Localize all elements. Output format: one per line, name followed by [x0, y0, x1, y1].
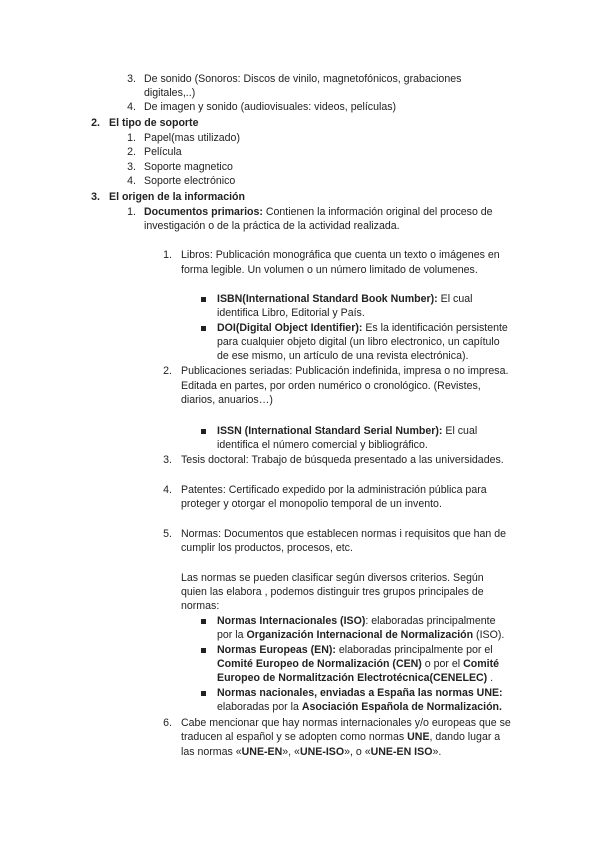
list-text: traducen al español y se adopten como normas UNE, dando lugar a [181, 731, 501, 743]
list-text: Película [144, 146, 182, 158]
list-text: forma legible. Un volumen o un número limitado de volumenes. [181, 264, 478, 276]
list-text: elaboradas por la Asociación Española de Normalización. [217, 701, 502, 713]
paragraph-text: normas: [181, 600, 220, 612]
list-text: Comité Europeo de Normalización (CEN) o por el Comité [217, 658, 499, 670]
bullet-square-icon [201, 648, 206, 653]
list-text: Editada en partes, por orden numérico o cronológico. (Revistes, [181, 380, 481, 392]
list-text: proteger y otorgar el monopolio temporal de un invento. [181, 498, 442, 510]
list-text: las normas «UNE-EN», «UNE-ISO», o «UNE-EN ISO». [181, 746, 442, 758]
list-number: 1. [163, 249, 172, 261]
paragraph-text: quien las elabora , podemos distinguir tres grupos principales de [181, 586, 484, 598]
bullet-square-icon [201, 619, 206, 624]
list-text: Patentes: Certificado expedido por la administración pública para [181, 484, 487, 496]
list-number: 1. [127, 132, 136, 144]
list-text: investigación o de la práctica de la actividad realizada. [144, 220, 400, 232]
list-text: De imagen y sonido (audiovisuales: videos, películas) [144, 101, 397, 113]
list-number: 5. [163, 528, 172, 540]
list-number: 4. [127, 101, 136, 113]
list-number: 2. [127, 146, 136, 158]
list-number: 3. [127, 161, 136, 173]
list-number: 6. [163, 717, 172, 729]
section-number: 3. [91, 191, 100, 203]
list-text: Papel(mas utilizado) [144, 132, 240, 144]
list-text: digitales,..) [144, 87, 196, 99]
section-heading: El origen de la información [109, 191, 245, 203]
list-text: por la Organización Internacional de Normalización (ISO). [217, 629, 505, 641]
bullet-square-icon [201, 297, 206, 302]
list-text: para cualquier objeto digital (un libro electronico, un capítulo [217, 336, 500, 348]
paragraph-text: Las normas se pueden clasificar según diversos criterios. Según [181, 572, 484, 584]
list-text: Normas nacionales, enviadas a España las normas UNE: [217, 687, 503, 699]
list-text: Documentos primarios: Contienen la información original del proceso de [144, 206, 493, 218]
list-text: diarios, anuarios…) [181, 394, 273, 406]
list-text: Soporte magnetico [144, 161, 233, 173]
list-text: Tesis doctoral: Trabajo de búsqueda presentado a las universidades. [181, 454, 504, 466]
list-text: Normas Internacionales (ISO): elaboradas principalmente [217, 615, 496, 627]
list-number: 2. [163, 365, 172, 377]
section-number: 2. [91, 117, 100, 129]
list-number: 4. [127, 175, 136, 187]
list-text: ISSN (International Standard Serial Number): El cual [217, 425, 478, 437]
list-text: Normas: Documentos que establecen normas i requisitos que han de [181, 528, 507, 540]
list-text: identifica el número comercial y bibliográfico. [217, 439, 428, 451]
list-text: Soporte electrónico [144, 175, 236, 187]
list-number: 3. [127, 73, 136, 85]
list-text: Publicaciones seriadas: Publicación indefinida, impresa o no impresa. [181, 365, 509, 377]
list-text: cumplir los productos, procesos, etc. [181, 542, 353, 554]
section-heading: El tipo de soporte [109, 117, 199, 129]
list-text: Normas Europeas (EN): elaboradas principalmente por el [217, 644, 493, 656]
list-number: 1. [127, 206, 136, 218]
bullet-square-icon [201, 429, 206, 434]
list-number: 3. [163, 454, 172, 466]
list-text: DOI(Digital Object Identifier): Es la identificación persistente [217, 322, 508, 334]
list-text: Cabe mencionar que hay normas internacionales y/o europeas que se [181, 717, 511, 729]
list-text: Libros: Publicación monográfica que cuenta un texto o imágenes en [181, 249, 500, 261]
list-text: ISBN(International Standard Book Number): El cual [217, 293, 473, 305]
list-text: De sonido (Sonoros: Discos de vinilo, magnetofónicos, grabaciones [144, 73, 462, 85]
bullet-square-icon [201, 691, 206, 696]
list-text: de ese mismo, un artículo de una revista electrónica). [217, 350, 469, 362]
list-text: Europeo de Normalitzación Electrotécnica(CENELEC) . [217, 672, 494, 684]
list-number: 4. [163, 484, 172, 496]
list-text: identifica Libro, Editorial y País. [217, 307, 365, 319]
bullet-square-icon [201, 326, 206, 331]
